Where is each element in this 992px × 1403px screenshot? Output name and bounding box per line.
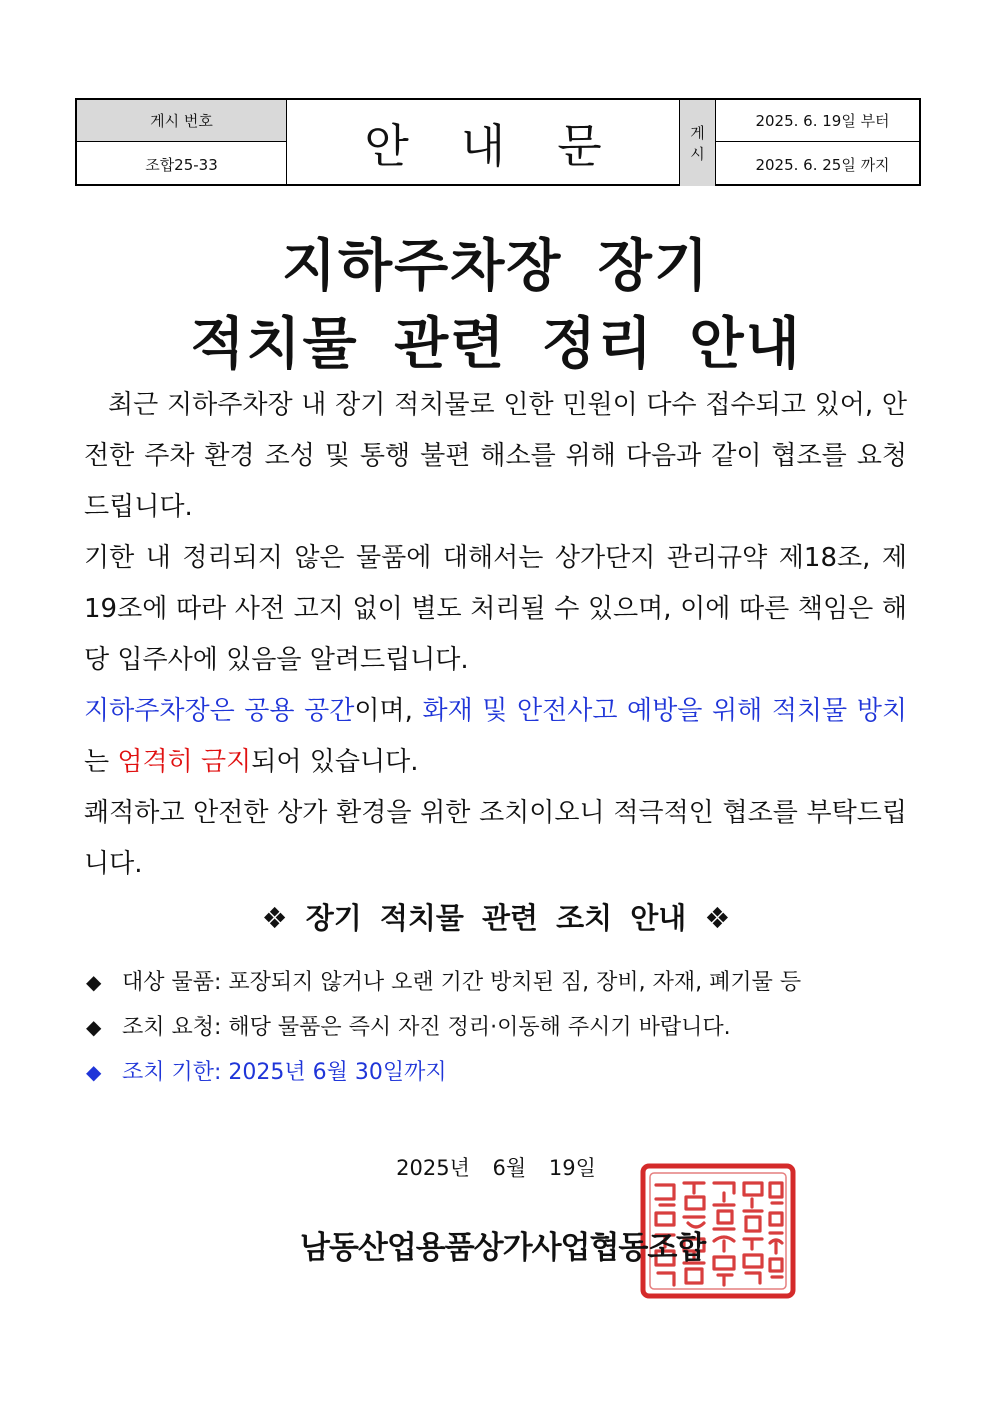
list-item-text: 조치 기한: 2025년 6월 30일까지 bbox=[122, 1060, 447, 1085]
posting-from-date: 2025. 6. 19일 부터 bbox=[716, 100, 921, 142]
list-item-text: 대상 물품: 포장되지 않거나 오랜 기간 방치된 짐, 장비, 자재, 폐기물 등 bbox=[122, 970, 802, 995]
section-title: ❖ 장기 적치물 관련 조치 안내 ❖ bbox=[261, 901, 731, 935]
issue-date: 2025년 6월 19일 bbox=[396, 1156, 596, 1180]
list-item-deadline bbox=[86, 1050, 926, 1095]
posting-label-bottom: 시 bbox=[690, 145, 705, 163]
list-item-text: 조치 요청: 해당 물품은 즉시 자진 정리·이동해 주시기 바랍니다. bbox=[122, 1015, 731, 1040]
paragraph-prohibition bbox=[84, 686, 907, 788]
posting-number: 조합25-33 bbox=[77, 142, 287, 186]
diamond-bullet-icon: ◆ bbox=[86, 1015, 102, 1039]
diamond-bullet-icon: ◆ bbox=[86, 1060, 102, 1084]
main-title-line-2: 적치물 관련 정리 안내 bbox=[190, 312, 802, 377]
paragraph-closing: 쾌적하고 안전한 상가 환경을 위한 조치이오니 적극적인 협조를 부탁드립니다. bbox=[84, 798, 907, 879]
posting-number-label: 게시 번호 bbox=[77, 100, 287, 142]
posting-period-label bbox=[680, 100, 716, 186]
text-connector-3: 되어 있습니다. bbox=[251, 747, 419, 777]
action-list bbox=[86, 960, 926, 1095]
highlight-fire-safety: 화재 및 안전사고 예방을 위해 적치물 방치 bbox=[422, 696, 907, 726]
list-item bbox=[86, 960, 926, 1005]
text-connector-1: 이며, bbox=[354, 696, 423, 726]
text-connector-2: 는 bbox=[84, 747, 118, 777]
list-item bbox=[86, 1005, 926, 1050]
notice-header-table bbox=[75, 98, 921, 186]
organization-name: 남동산업용품상가사업협동조합 bbox=[300, 1230, 706, 1266]
diamond-bullet-icon: ◆ bbox=[86, 970, 102, 994]
highlight-strictly-prohibited: 엄격히 금지 bbox=[117, 747, 252, 777]
paragraph-intro: 최근 지하주차장 내 장기 적치물로 인한 민원이 다수 접수되고 있어, 안전한 주차 환경 조성 및 통행 불편 해소를 위해 다음과 같이 협조를 요청드립니다. bbox=[84, 390, 907, 522]
posting-label-top: 게 bbox=[690, 124, 705, 142]
document-title: 안내문 bbox=[287, 100, 680, 186]
highlight-common-space: 지하주차장은 공용 공간 bbox=[84, 696, 355, 726]
posting-to-date: 2025. 6. 25일 까지 bbox=[755, 155, 890, 174]
paragraph-regulation: 기한 내 정리되지 않은 물품에 대해서는 상가단지 관리규약 제18조, 제19조에 따라 사전 고지 없이 별도 처리될 수 있으며, 이에 따른 책임은 해당 입주사에 있음을 알려드립니다. bbox=[84, 543, 907, 675]
notice-body bbox=[84, 380, 907, 890]
main-title-line-1: 지하주차장 장기 bbox=[281, 234, 711, 299]
